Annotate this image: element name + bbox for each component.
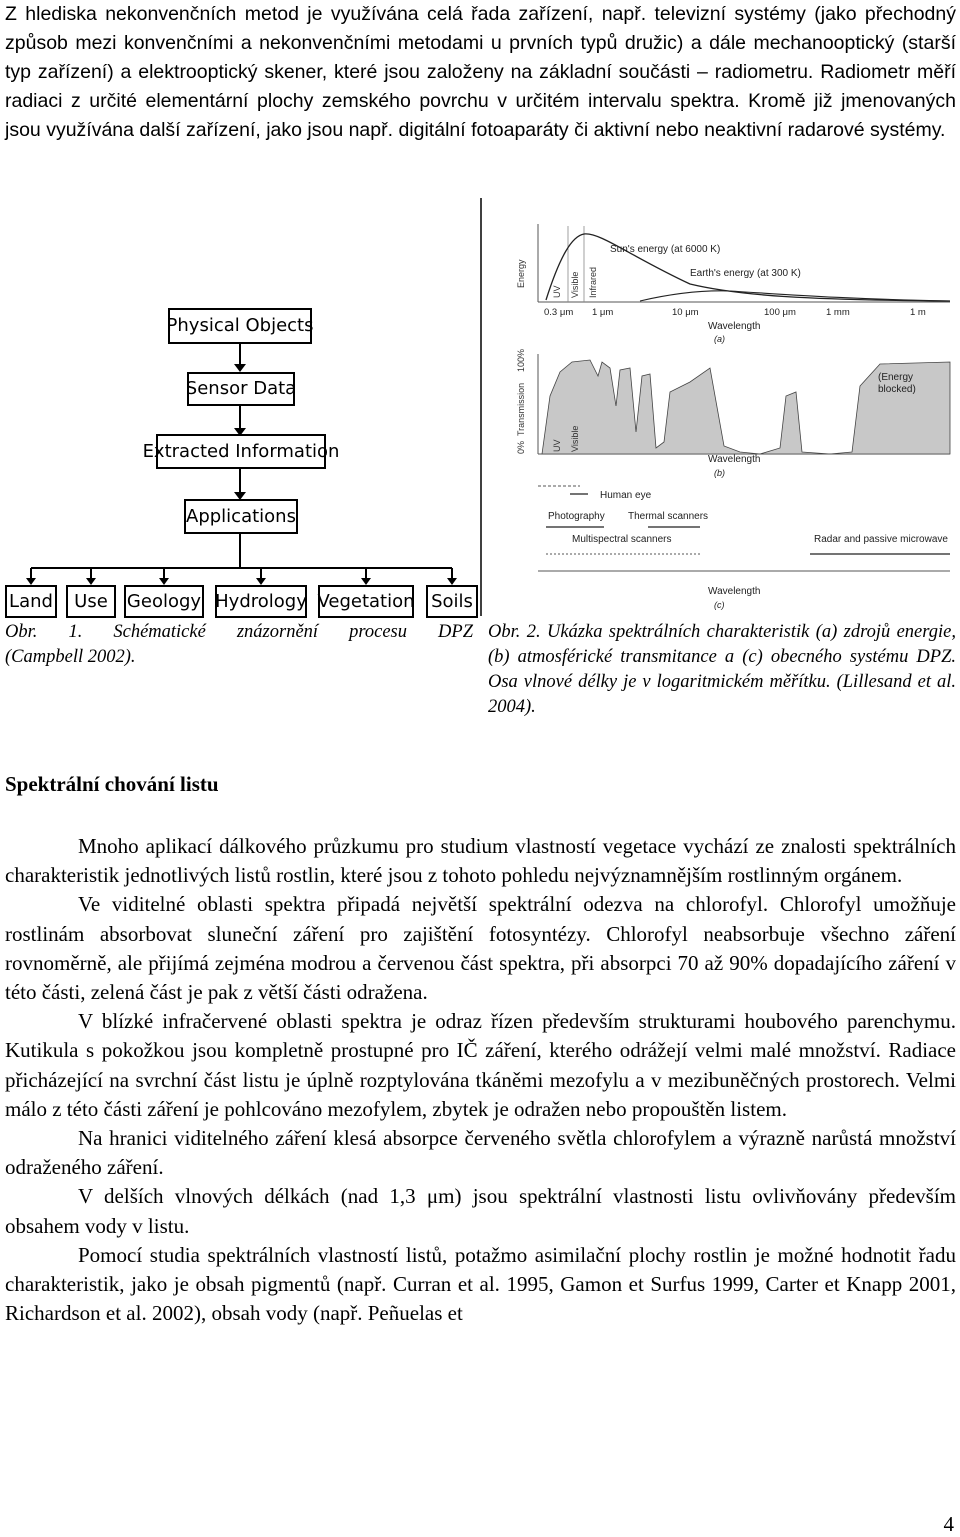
panel-b-wavelength: Wavelength (708, 454, 761, 465)
panel-a-ylabel: Energy (516, 259, 526, 288)
panel-b-ymin: 0% (516, 440, 526, 454)
panel-a-label: (a) (714, 334, 725, 344)
thermal-label: Thermal scanners (628, 511, 709, 522)
tick-0-3um: 0.3 μm (544, 307, 574, 318)
earth-energy-curve (640, 291, 950, 301)
panel-b-visible: Visible (570, 425, 580, 452)
panel-a-uv: UV (552, 285, 562, 298)
figure-2-spectra (480, 196, 960, 616)
caption-word: DPZ (438, 622, 473, 642)
energy-blocked-1: (Energy (878, 372, 914, 383)
tick-10um: 10 μm (672, 307, 699, 318)
box-extracted-information: Extracted Information (156, 434, 326, 469)
box-geology: Geology (124, 585, 204, 618)
caption-word: Schématické (113, 622, 206, 642)
page-number: 4 (943, 1512, 954, 1536)
box-sensor-data: Sensor Data (187, 372, 295, 406)
figure-2-caption: Obr. 2. Ukázka spektrálních charakteristik (a) zdrojů energie, (b) atmosférické transmitance a (c) obecného systému DPZ. Osa vlnové délky je v logaritmickém měřítku. (Lillesand et al. 2004). (488, 622, 956, 717)
paragraph: Pomocí studia spektrálních vlastností listů, potažmo asimilační plochy rostlin je možné hodnotit řadu charakteristik, jako je obsah pigmentů (např. Curran et al. 1995, Gamon et Surfus 1999, Carter et Knapp 2001, Richardson et al. 2002), obsah vody (např. Peñuelas et (5, 1242, 956, 1326)
paragraph: V delších vlnových délkách (nad 1,3 μm) jsou spektrální vlastnosti listu ovlivňovány především obsahem vody v listu. (5, 1184, 956, 1238)
box-land: Land (5, 585, 57, 618)
panel-a (516, 224, 950, 344)
box-soils: Soils (426, 585, 478, 618)
paragraph: Na hranici viditelného záření klesá absorpce červeného světla chlorofylem a výrazně narůstá množství odraženého záření. (5, 1126, 956, 1180)
radar-label: Radar and passive microwave (814, 534, 948, 545)
panel-b-ymax: 100% (516, 348, 526, 372)
paragraph: Ve viditelné oblasti spektra připadá největší spektrální odezva na chlorofyl. Chlorofyl umožňuje rostlinám absorbovat sluneční záření pro zajištění fotosyntézy. Chlorofyl neabsorbuje všechno záření rovnoměrně, ale přijímá zejména modrou a červenou část spektra, při absorpci 70 až 90% dopadajícího záření v této části, zelená část je pak z větší části odražena. (5, 892, 956, 1005)
energy-blocked-2: blocked) (878, 384, 916, 395)
panel-b-uv: UV (552, 439, 562, 452)
paragraph: V blízké infračervené oblasti spektra je odraz řízen především strukturami houbového parenchymu. Kutikula s pokožkou jsou kompletně prostupné pro IČ záření, kterého odrážejí velmi malé množství. Radiace přicházející na svrchní část listu je úplně rozptylována tkáněmi mezofylu a v mezibuněčných prostorech. Velmi málo z této části záření je pohlcováno mezofylem, zbytek je odražen nebo propouštěn listem. (5, 1009, 956, 1121)
box-use: Use (66, 585, 116, 618)
tick-1m: 1 m (910, 307, 926, 318)
figure-2-svg (480, 196, 960, 616)
panel-c-label: (c) (714, 600, 725, 610)
panel-b (516, 349, 950, 478)
photography-label: Photography (548, 511, 605, 522)
caption-word: procesu (349, 622, 407, 642)
section-heading: Spektrální chování listu (5, 772, 219, 796)
box-applications: Applications (184, 499, 298, 534)
caption-line-2: (Campbell 2002). (5, 647, 136, 667)
box-physical-objects: Physical Objects (168, 308, 312, 344)
sun-energy-label: Sun's energy (at 6000 K) (610, 244, 721, 255)
panel-b-ylabel: Transmission (516, 382, 526, 436)
figure-1-diagram (0, 300, 480, 630)
multispectral-label: Multispectral scanners (572, 534, 672, 545)
panel-b-label: (b) (714, 468, 725, 478)
tick-1mm: 1 mm (826, 307, 850, 318)
intro-paragraph: Z hlediska nekonvenčních metod je využívána celá řada zařízení, např. televizní systémy (jako přechodný způsob mezi konvenčními a nekonvenčními metodami u prvních typů družic) a dále mechanooptický (starší typ zařízení) a elektrooptický skener, které jsou založeny na základní součásti – radiometru. Radiometr měří radiaci z určité elementární plochy zemského povrchu v určitém intervalu spektra. Kromě již jmenovaných jsou využívána další zařízení, jako jsou např. digitální fotoaparáty či aktivní nebo neaktivní radarové systémy. (5, 3, 956, 141)
panel-a-infrared: Infrared (588, 266, 598, 298)
panel-c (538, 486, 950, 610)
box-vegetation: Vegetation (318, 585, 414, 618)
body-text (5, 832, 956, 1328)
caption-word: znázornění (236, 622, 319, 642)
human-eye-label: Human eye (600, 490, 652, 501)
figure-1-caption (5, 620, 473, 670)
panel-a-visible: Visible (570, 271, 580, 298)
tick-1um: 1 μm (592, 307, 614, 318)
earth-energy-label: Earth's energy (at 300 K) (690, 268, 801, 279)
caption-word: 1. (68, 622, 83, 642)
caption-word: Obr. (5, 622, 38, 642)
panel-a-wavelength: Wavelength (708, 321, 761, 332)
box-hydrology: Hydrology (215, 585, 307, 618)
paragraph: Mnoho aplikací dálkového průzkumu pro studium vlastností vegetace vychází ze znalosti spektrálních charakteristik jednotlivých listů rostlin, které jsou z tohoto pohledu nejvýznamnějším rostlinným orgánem. (5, 834, 956, 888)
panel-c-wavelength: Wavelength (708, 586, 761, 597)
tick-100um: 100 μm (764, 307, 796, 318)
